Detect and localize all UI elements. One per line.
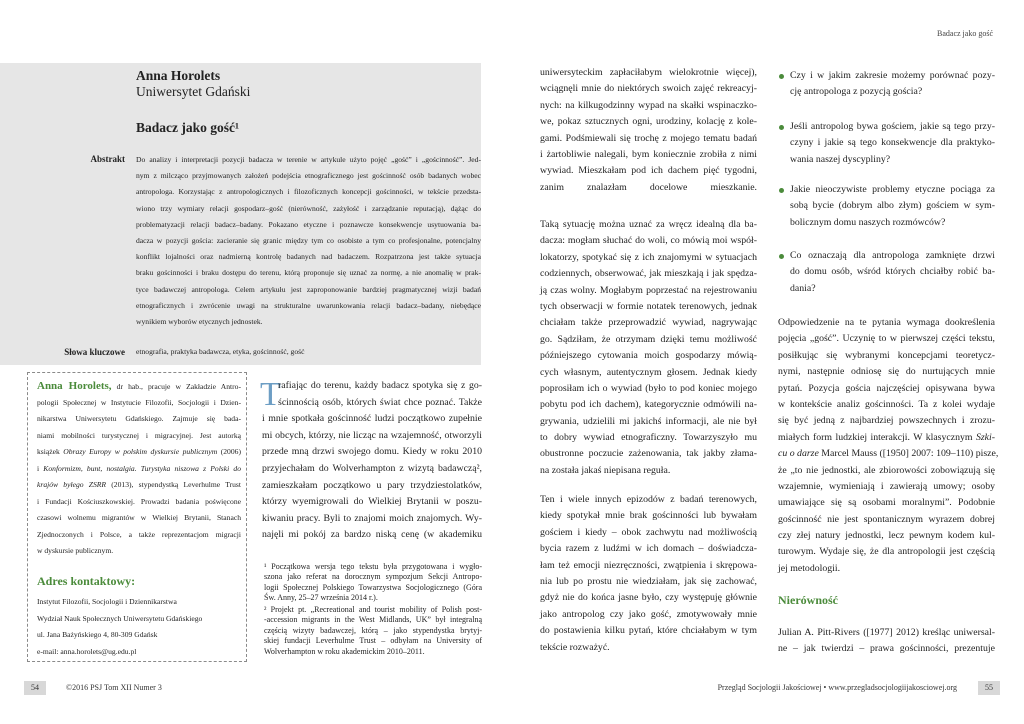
abstract-line <box>136 265 481 281</box>
body-line <box>540 492 757 508</box>
main-text-column <box>262 378 482 544</box>
text-run: bolicznym domu naszych rozmówców? <box>790 216 946 228</box>
footnote-line <box>264 593 482 603</box>
text-run: ścinnością osób, których świat chce poznać. Także <box>278 396 482 408</box>
body-line <box>262 511 482 528</box>
body-line <box>262 478 482 495</box>
body-line <box>540 217 757 233</box>
body-line <box>778 561 995 577</box>
footer-right: Przegląd Socjologii Jakościowej • www.przegladsocjologiijakosciowej.org <box>717 683 957 692</box>
text-run: lokatorzy, spotykać się z ich znajomymi w sytuacjach <box>540 251 757 263</box>
body-line <box>778 381 995 397</box>
bullet-dot-icon <box>779 74 784 79</box>
body-line <box>540 250 757 266</box>
text-run: nia lub po prostu nie wiedziałam, jak się zachować, <box>540 575 757 587</box>
text-run: Wydział Nauk Społecznych Uniwersytetu Gdańskiego <box>37 613 203 623</box>
text-run: rafiając do terenu, każdy badacz spotyka się z go- <box>278 380 482 391</box>
footnote-line <box>264 562 482 572</box>
text-run: cję antropologa z pozycją gościa? <box>790 86 923 98</box>
body-line <box>540 574 757 590</box>
text-run: Co oznaczają dla antropologa zamknięte drzwi <box>790 250 995 261</box>
text-run: Instytut Filozofii, Socjologii i Dziennikarstwa <box>37 597 177 606</box>
text-run: Do analizy i interpretacji pozycji badacza w terenie w artykule użyto pojęć „gość” i „gościnność”. Jed- <box>136 155 481 164</box>
body-line <box>262 378 482 395</box>
text-run: Jakie nieoczywiste problemy etyczne pociąga za <box>790 184 995 195</box>
text-run: braku gościnności i braku dostępu do terenu, którą proponuje się uznać za normę, a nie anomalię w prak- <box>136 268 481 278</box>
body-line <box>778 641 995 657</box>
text-run: ¹ Początkowa wersja tego tekstu była przygotowana i wygło- <box>264 562 482 571</box>
text-run: i <box>37 463 44 473</box>
body-line <box>262 395 482 412</box>
text-run: poprosiłam ich o wywiad (było to pod koniec mojego <box>540 382 757 394</box>
bullet-line <box>790 119 995 135</box>
body-line <box>778 512 995 528</box>
body-line <box>540 430 757 446</box>
body-line <box>778 446 999 462</box>
accent-text: Anna Horolets, <box>37 380 112 392</box>
bullet-line <box>790 264 995 280</box>
text-run: kiwaniu pracy. Byli to znajomi moich znajomych. Wy- <box>262 512 482 524</box>
text-run: Taką sytuację można uznać za wręcz idealną dla ba- <box>540 219 757 230</box>
text-run: codziennych, obserwować, jak mieszkają i jak spędza- <box>540 268 757 280</box>
text-run: ul. Jana Bażyńskiego 4, 80-309 Gdańsk <box>37 630 158 639</box>
body-line <box>540 114 757 130</box>
abstract-text <box>136 152 481 330</box>
address-line <box>37 627 241 644</box>
drop-cap: T <box>260 376 281 413</box>
text-run: na została jakaś niepisana reguła. <box>540 464 671 476</box>
text-run: wynikiem wyborów etycznych jednostek. <box>136 316 263 326</box>
text-run: i mnie spotkała gościnność ludzi początkowo zupełnie <box>262 413 482 425</box>
text-run: gościem i kiedy – obok zachwytu nad możliwością <box>540 526 757 538</box>
bio-line <box>37 461 241 478</box>
text-run: dacza: mogłam słuchać do woli, co mówią moi współ- <box>540 235 757 247</box>
footnote-line <box>264 626 482 636</box>
text-run: Marcel Mauss ([1950] 2007: 109–110) pisze, <box>818 448 999 460</box>
body-line <box>778 315 995 331</box>
body-line <box>540 299 757 315</box>
text-run: i Fundacji Kościuszkowskiej. Prowadzi badania poświęcone <box>37 496 241 506</box>
body-line <box>778 544 995 560</box>
text-run: nymi, następnie odniosę się do nurtujących mnie <box>778 366 995 378</box>
abstract-line <box>136 168 481 184</box>
text-run: bycia razem z ludźmi w ich domach – doświadcza- <box>540 543 757 555</box>
text-run: tekście rozważyć. <box>540 641 610 653</box>
bio-line <box>37 527 241 544</box>
bullet-dot-icon <box>779 188 784 193</box>
text-run: we, pokaz sztucznych ogni, urodziny, kolację z kole- <box>540 116 757 128</box>
abstract-line <box>136 233 481 249</box>
bio-line <box>37 494 241 511</box>
body-line <box>778 463 995 479</box>
section-paragraph <box>778 625 995 658</box>
bio-line <box>37 444 241 461</box>
text-run: problematyzacji relacji badacz–badany. Pokazano etyczne i poznawcze konsekwencje usytuowania ba- <box>136 219 481 229</box>
footnote-line <box>264 605 482 615</box>
footnote-line <box>264 636 482 646</box>
bio-line <box>37 378 241 395</box>
text-run: czasowi wolnemu migrantów w Wielkiej Brytanii, Stanach <box>37 513 241 522</box>
text-run: pologii Społecznej w Instytucie Filozofii, Socjologii i Dzien- <box>37 397 241 407</box>
body-line <box>778 528 995 544</box>
text-run: Św. Anny, 25–27 września 2014 r.). <box>264 593 378 603</box>
footnote-line <box>264 583 482 593</box>
running-title: Badacz jako gość <box>937 29 993 38</box>
section-heading: Nierówność <box>778 593 838 607</box>
body-line <box>262 428 482 445</box>
body-line <box>778 348 995 364</box>
right-col2-paragraph <box>778 315 999 577</box>
abstract-label: Abstrakt <box>90 154 125 164</box>
bullet-line <box>790 152 995 168</box>
text-run: (2006) <box>217 447 241 456</box>
text-run: gościnność nie jest spontanicznym wyrazem dobrej <box>778 513 995 525</box>
body-line <box>778 495 995 511</box>
text-run: dania? <box>790 282 816 294</box>
text-run: i żartobliwie nalegali, bym koniecznie zrobiła z nimi <box>540 148 757 160</box>
bullet-text <box>790 119 995 168</box>
keywords-text: etnografia, praktyka badawcza, etyka, gościnność, gość <box>136 347 305 356</box>
text-run: nikarstwa Uniwersytetu Gdańskiego. Zajmuje się bada- <box>37 414 241 423</box>
italic-text: Szki- <box>975 431 995 443</box>
right-col1-paragraph-3 <box>540 492 757 656</box>
body-line <box>540 283 757 299</box>
body-line <box>540 348 757 364</box>
body-line <box>262 461 482 478</box>
body-line <box>778 430 995 446</box>
text-run: Wolverhampton w roku akademickim 2010–2011. <box>264 646 425 656</box>
body-line <box>540 508 757 524</box>
bullet-line <box>790 248 995 264</box>
body-line <box>540 397 757 413</box>
text-run: tyce badawczej antropologa. Celem artykułu jest zaproponowanie bardziej pragmatycznej wizji badań <box>136 284 481 294</box>
bullet-line <box>790 68 995 84</box>
text-run: nych: na kilkugodzinny wypad na skałki wspinaczko- <box>540 99 757 111</box>
text-run: którzy wyemigrowali do Wielkiej Brytanii w poszu- <box>262 496 482 508</box>
text-run: go. Sądziłam, że otrzymam dzięki temu możliwość <box>540 333 757 345</box>
text-run: dr hab., pracuje w Zakładzie Antro- <box>111 382 241 391</box>
text-run: Julian A. Pitt-Rivers ([1977] 2012) kreśląc uniwersal- <box>778 627 995 638</box>
body-line <box>778 364 995 380</box>
bullet-dot-icon <box>779 125 784 130</box>
text-run: cych własnym, autentycznym głosem. Jednak kiedy <box>540 366 757 378</box>
body-line <box>540 147 757 163</box>
text-run: Jeśli antropolog bywa gościem, jakie są tego przy- <box>790 121 995 132</box>
text-run: wania naszej dyscypliny? <box>790 153 891 165</box>
contact-heading: Adres kontaktowy: <box>37 574 136 588</box>
bio-line <box>37 411 241 428</box>
page-number-left: 54 <box>24 681 46 695</box>
body-line <box>540 463 757 479</box>
bullet-dot-icon <box>779 254 784 259</box>
bullet-text <box>790 248 995 297</box>
text-run: etnograficznych i zwrócenie uwagi na strukturalne uwarunkowania relacji badacz–badany, niebędące <box>136 300 481 310</box>
text-run: obustronne poczucie zażenowania, tak jakby złama- <box>540 448 757 460</box>
body-line <box>540 365 757 381</box>
footnote-line <box>264 647 482 657</box>
text-run: książek <box>37 447 64 456</box>
body-line <box>778 397 995 413</box>
text-run: skiej fundacji Leverhulme Trust – odbyłam na University of <box>264 636 482 646</box>
bullet-item <box>778 68 995 101</box>
body-line <box>540 607 757 623</box>
body-line <box>540 81 757 97</box>
keywords-label: Słowa kluczowe <box>64 347 125 357</box>
text-run: że „to nie jednostki, ale zbiorowości zobowiązują się <box>778 464 995 476</box>
italic-text: krajów byłego ZSRR <box>37 480 107 489</box>
footnote-line <box>264 572 482 582</box>
body-line <box>540 414 757 430</box>
text-run: jako antropolog czy jako gość, zmotywowały mnie <box>540 608 757 620</box>
text-run: tych obserwacji w formie notatek terenowych, jednak <box>540 300 757 312</box>
body-line <box>540 446 757 462</box>
author-name: Anna Horolets <box>136 68 221 83</box>
text-run: późniejszego cytowania moich gospodarzy mówią- <box>540 350 757 362</box>
text-run: w dyskursie publicznym. <box>37 546 114 555</box>
body-line <box>778 413 995 429</box>
bio-line <box>37 428 241 445</box>
abstract-line <box>136 282 481 298</box>
address-line <box>37 611 241 628</box>
text-run: niami mobilności turystycznej i migracyjnej. Jest autorką <box>37 430 241 440</box>
body-line <box>778 331 995 347</box>
right-col1-paragraph-1 <box>540 65 757 196</box>
abstract-line <box>136 201 481 217</box>
body-line <box>540 525 757 541</box>
text-run: częścią wizyty badawczej, którą – jako stypendystka brytyj- <box>264 625 482 635</box>
bullet-line <box>790 84 995 100</box>
bullet-line <box>790 281 995 297</box>
abstract-line <box>136 184 481 200</box>
text-run: wciągnęli mnie do niektórych swoich zajęć rekreacyj- <box>540 83 757 95</box>
text-run: przede mną drzwi swojego domu. Kiedy w roku 2010 <box>262 446 482 458</box>
text-run: pojęcia „gość”. Uczynię to w pierwszej części tekstu, <box>778 333 995 345</box>
body-line <box>540 623 757 639</box>
body-line <box>540 98 757 114</box>
right-col1-paragraph-2 <box>540 217 757 479</box>
text-run: do postawienia kilku pytań, które chciałabym w tym <box>540 625 757 637</box>
body-line <box>540 163 757 179</box>
text-run: ją czas wolny. Mogłabym poprzestać na rejestrowaniu <box>540 284 757 296</box>
text-run: gami. Podśmiewali się trochę z mojego tematu badań <box>540 132 757 144</box>
body-line <box>540 640 757 656</box>
text-run: to dobry wywiad etnograficzny. Towarzyszyło mu <box>540 432 757 444</box>
body-line <box>540 233 757 249</box>
text-run: -accession migrants in the West Midlands, UK” był integralną <box>264 615 482 625</box>
bullet-text <box>790 68 995 101</box>
text-run: turowym. Wydaje się, że dla antropologii jest częścią <box>778 546 995 558</box>
abstract-line <box>136 298 481 314</box>
body-line <box>778 479 995 495</box>
body-line <box>540 332 757 348</box>
bio-line <box>37 543 241 560</box>
text-run: szona jako referat na dorocznym sympozjum Sekcji Antropo- <box>264 572 482 582</box>
text-run: konflikt lojalności oraz nadmierną kontrolę badanych nad badaczem. Rozpatrzona jest także sytuacja <box>136 252 481 262</box>
text-run: Odpowiedzenie na te pytania wymaga dookreślenia <box>778 317 995 328</box>
text-run: łam też emocji niezręczności, zwątpienia i skrępowa- <box>540 559 757 571</box>
address-line <box>37 594 241 611</box>
text-run: przyjechałam do Wolverhampton z wizytą badawczą², <box>262 462 482 474</box>
bullet-line <box>790 198 995 214</box>
bullet-line <box>790 182 995 198</box>
text-run: się być jedną z najbardziej powszechnych i zrozu- <box>778 415 995 427</box>
text-run: wiono trzy wymiary relacji gospodarz–gość (nierówność, zażyłość i zarządzanie reputacją), dążąc do <box>136 203 481 213</box>
body-line <box>540 65 757 81</box>
italic-text: Konformizm, bunt, nostalgia. Turystyka niszowa z Polski do <box>43 463 241 473</box>
bio-line <box>37 395 241 412</box>
bullet-text <box>790 182 995 231</box>
bullet-item <box>778 182 995 231</box>
text-run: kiedy spotykał mnie brak gościnności lub bywałam <box>540 510 757 522</box>
text-run: jej metodologii. <box>778 562 841 574</box>
text-run: miałych form ludzkiej interakcji. W klasycznym <box>778 431 976 443</box>
footnote-2 <box>264 605 482 657</box>
bullet-line <box>790 135 995 151</box>
bullet-item <box>778 248 995 297</box>
text-run: umawiające się są osobami moralnymi”. Podobnie <box>778 497 995 509</box>
body-line <box>540 558 757 574</box>
text-run: uniwersyteckim zapłaciłabym wielokrotnie więcej), <box>540 67 757 78</box>
text-run: e-mail: anna.horolets@ug.edu.pl <box>37 646 137 656</box>
body-line <box>540 315 757 331</box>
text-run: Ten i wiele innych epizodów z badań terenowych, <box>540 494 757 505</box>
contact-address <box>37 594 241 660</box>
page-number-right: 55 <box>978 681 1000 695</box>
body-line <box>540 266 757 282</box>
body-line <box>262 444 482 461</box>
text-run: mi obcych, którzy, nie licząc na wzajemność, otworzyli <box>262 429 482 441</box>
text-run: czyny i jakie są tego konsekwencje dla praktyko- <box>790 137 995 149</box>
bullet-line <box>790 215 995 231</box>
text-run: ² Projekt pt. „Recreational and tourist mobility of Polish post- <box>264 605 482 614</box>
text-run: sobą bycie (dobrym albo złym) gościem w sym- <box>790 200 995 212</box>
text-run: grywania, udzielili mi jakichś informacji, ale nie był <box>540 415 757 427</box>
bullet-item <box>778 119 995 168</box>
abstract-line <box>136 217 481 233</box>
text-run: gdyż nie do końca jasne było, czy występuję głównie <box>540 592 757 604</box>
text-run: dacza w pozycji gościa: zacieranie się granic między tym co osobiste a tym co profesjonalne, potencjalny <box>136 235 481 245</box>
body-line <box>262 494 482 511</box>
body-line <box>540 381 757 397</box>
text-run: zamieszkałam początkowo u pary trzydziestolatków, <box>262 479 482 491</box>
footnote-1 <box>264 562 482 604</box>
text-run: w kontekście analiz gościnności. Ta z kolei wydaje <box>778 398 995 410</box>
footer-left: ©2016 PSJ Tom XII Numer 3 <box>66 683 162 692</box>
text-run: najęli mi pokój za bardzo niską cenę (w akademiku <box>262 529 482 541</box>
text-run: Zjednoczonych i Polsce, a także reprezentacjom migracji <box>37 529 241 539</box>
text-run: wywiad. Mieszkałam pod ich dachem pięć tygodni, <box>540 165 757 177</box>
body-line <box>540 590 757 606</box>
italic-text: cu o darze <box>778 448 819 460</box>
body-line <box>262 527 482 544</box>
text-run: czy złej natury jednostki, lecz pewnym kodem kul- <box>778 530 995 542</box>
body-line <box>540 180 757 196</box>
italic-text: Obrazy Europy w polskim dyskursie publicznym <box>63 447 218 456</box>
body-line <box>540 131 757 147</box>
article-title: Badacz jako gość¹ <box>136 120 240 135</box>
text-run: posiłkując się wybranymi koncepcjami teoretycz- <box>778 349 995 361</box>
body-line <box>262 411 482 428</box>
text-run: nym z milcząco przyjmowanych założeń podejścia etnograficznego jest gościnność osób badanych wobec <box>136 171 481 181</box>
footnote-line <box>264 615 482 625</box>
text-run: wzajemnie, wymieniają i zawierają umowy; osoby <box>778 480 995 492</box>
text-run: (2013), stypendystką Leverhulme Trust <box>106 480 242 489</box>
body-line <box>778 625 995 641</box>
text-run: chciałam także przeprowadzić wywiad, nagrywając <box>540 317 757 329</box>
body-line <box>540 541 757 557</box>
text-run: logii Społecznej Polskiego Towarzystwa Socjologicznego (Góra <box>264 582 482 592</box>
author-bio <box>37 378 241 560</box>
text-run: pobytu pod ich dachem), kategorycznie odmówili na- <box>540 399 757 411</box>
abstract-line <box>136 314 481 330</box>
bio-line <box>37 477 241 494</box>
bio-line <box>37 510 241 527</box>
text-run: pytań. Pozycja gościa najczęściej opisywana bywa <box>778 382 995 394</box>
abstract-line <box>136 249 481 265</box>
abstract-line <box>136 152 481 168</box>
text-run: zanim znalazłam docelowe mieszkanie. <box>540 181 757 193</box>
text-run: ne – jak twierdzi – prawa gościnności, prezentuje <box>778 643 995 655</box>
text-run: Czy i w jakim zakresie możemy porównać pozy- <box>790 70 995 81</box>
text-run: antropologa. Korzystając z antropologicznych i filozoficznych koncepcji gościnności, w tekście przedsta- <box>136 187 481 197</box>
author-affiliation: Uniwersytet Gdański <box>136 84 251 99</box>
address-line <box>37 644 241 661</box>
text-run: do domu osób, wśród których chciałby robić ba- <box>790 266 995 278</box>
